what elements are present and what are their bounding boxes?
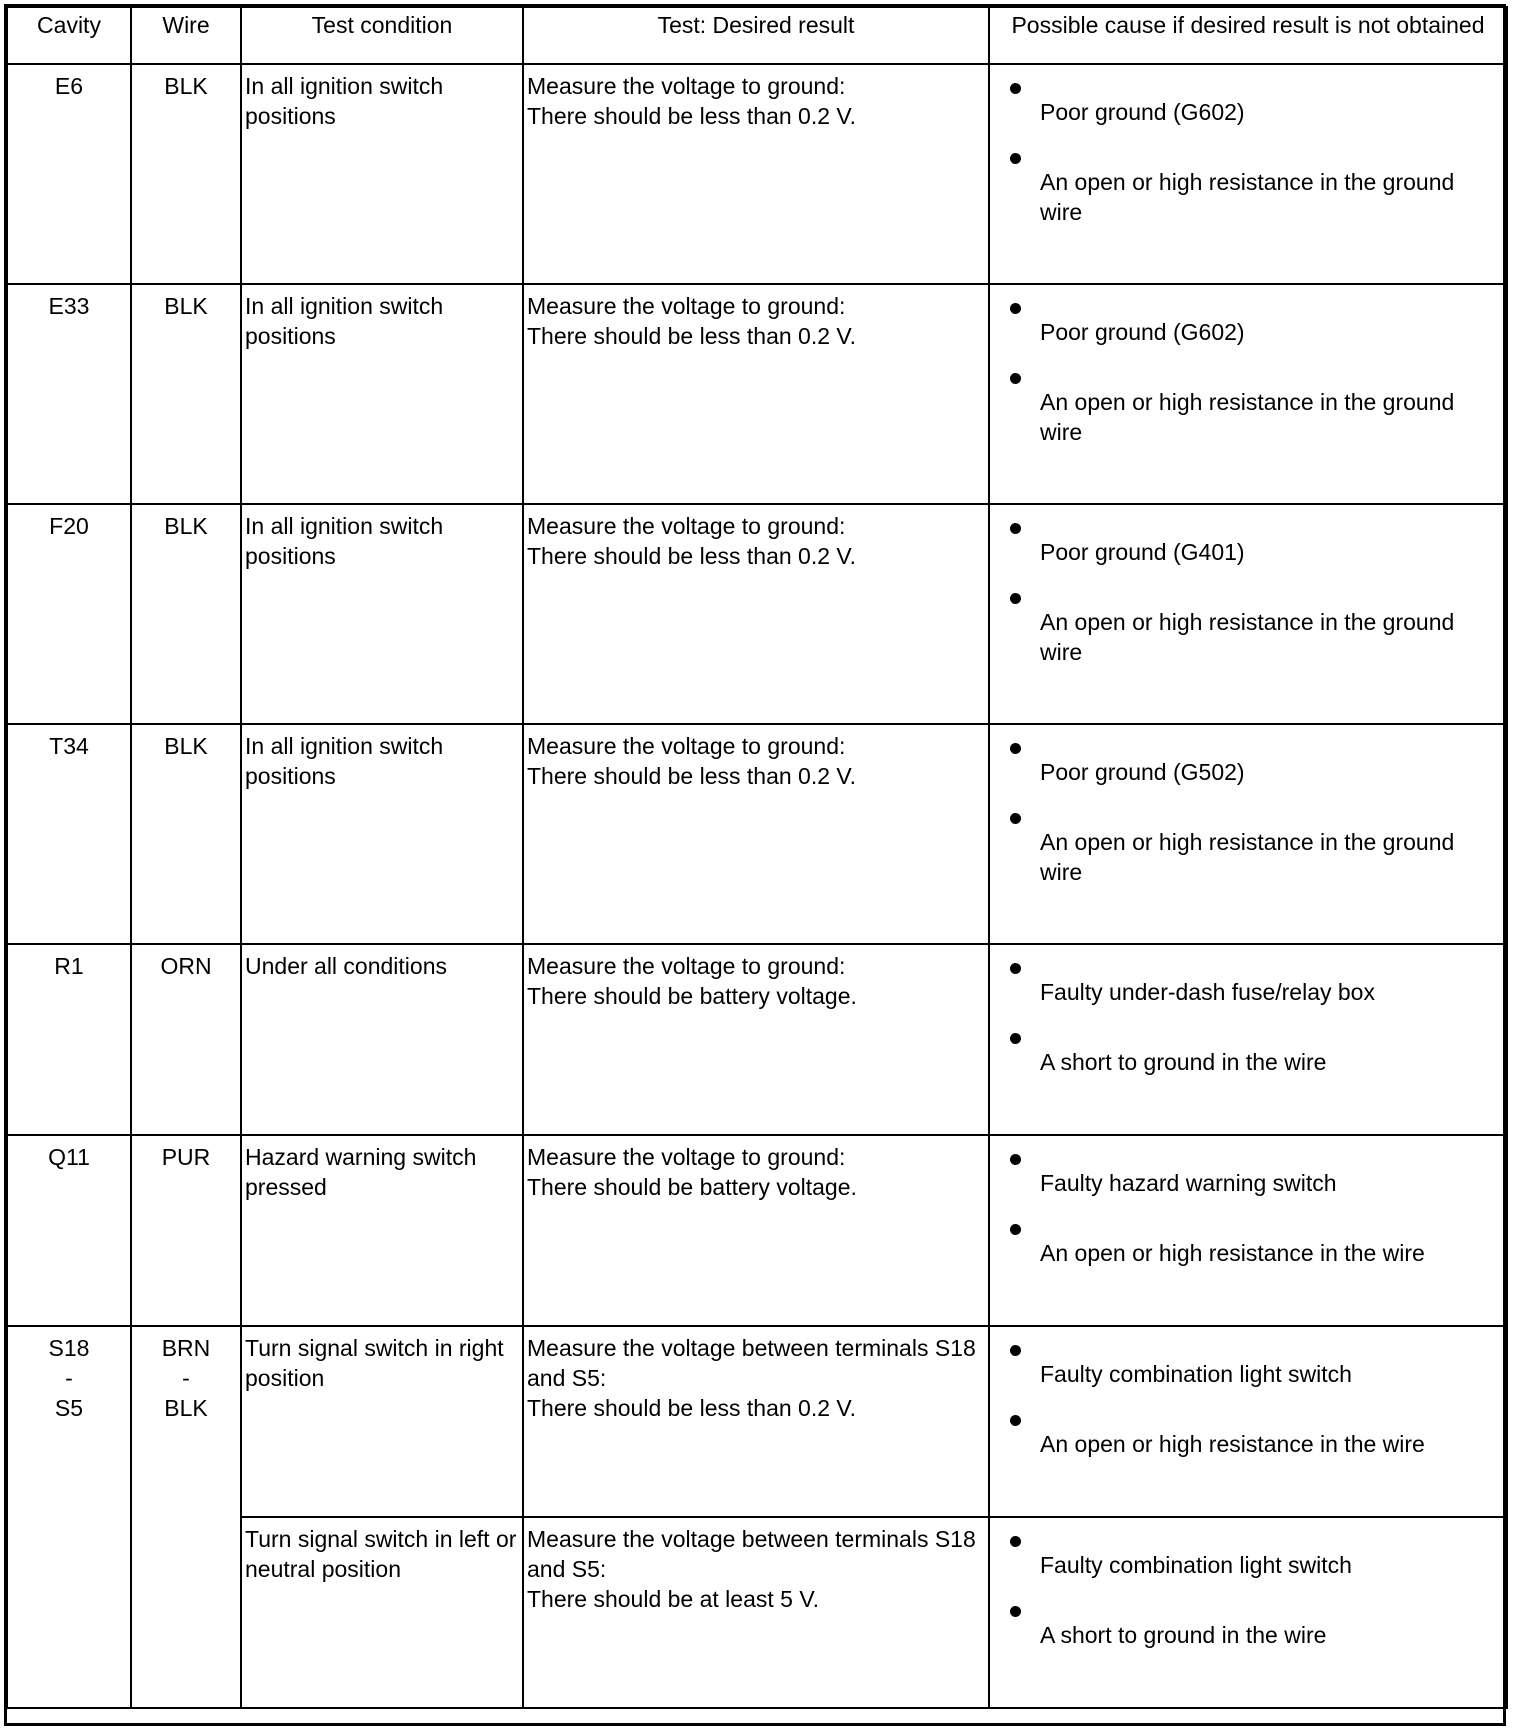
cause-item: Faulty combination light switch <box>1040 1361 1352 1387</box>
header-possible-cause: Possible cause if desired result is not obtained <box>989 7 1507 64</box>
header-cavity: Cavity <box>7 7 131 64</box>
condition-cell: In all ignition switch positions <box>241 504 523 724</box>
cavity-cell: Q11 <box>7 1135 131 1326</box>
table-row <box>7 1326 1507 1517</box>
condition-cell: In all ignition switch positions <box>241 284 523 504</box>
result-cell: Measure the voltage between terminals S18 and S5: There should be less than 0.2 V. <box>523 1326 989 1517</box>
cause-cell <box>989 64 1507 284</box>
bullet-icon <box>1010 83 1021 94</box>
cavity-cell: R1 <box>7 944 131 1135</box>
bullet-icon <box>1010 1224 1021 1235</box>
table-row <box>7 64 1507 284</box>
condition-cell: Turn signal switch in right position <box>241 1326 523 1517</box>
cause-item: Faulty under-dash fuse/relay box <box>1040 979 1375 1005</box>
wire-cell: BRN - BLK <box>131 1326 241 1708</box>
cause-item: An open or high resistance in the ground wire <box>1040 829 1455 885</box>
cavity-cell: E6 <box>7 64 131 284</box>
bullet-icon <box>1010 303 1021 314</box>
condition-cell: In all ignition switch positions <box>241 724 523 944</box>
cause-item: Poor ground (G602) <box>1040 319 1245 345</box>
table-row <box>7 284 1507 504</box>
cause-item: An open or high resistance in the ground wire <box>1040 389 1455 445</box>
cavity-cell: T34 <box>7 724 131 944</box>
header-desired-result: Test: Desired result <box>523 7 989 64</box>
bullet-icon <box>1010 1536 1021 1547</box>
result-cell: Measure the voltage to ground: There should be battery voltage. <box>523 944 989 1135</box>
table-row <box>7 504 1507 724</box>
cause-item: Poor ground (G502) <box>1040 759 1245 785</box>
bullet-icon <box>1010 1154 1021 1165</box>
bullet-icon <box>1010 963 1021 974</box>
wire-cell: ORN <box>131 944 241 1135</box>
bullet-icon <box>1010 1415 1021 1426</box>
diagnostic-table <box>6 6 1508 1709</box>
wire-cell: PUR <box>131 1135 241 1326</box>
cause-item: A short to ground in the wire <box>1040 1622 1327 1648</box>
header-row <box>7 7 1507 64</box>
bullet-icon <box>1010 1606 1021 1617</box>
cause-cell <box>989 724 1507 944</box>
cause-item: Faulty combination light switch <box>1040 1552 1352 1578</box>
result-cell: Measure the voltage to ground: There should be less than 0.2 V. <box>523 284 989 504</box>
bullet-icon <box>1010 1033 1021 1044</box>
bullet-icon <box>1010 1345 1021 1356</box>
bullet-icon <box>1010 523 1021 534</box>
condition-cell: Under all conditions <box>241 944 523 1135</box>
cavity-cell: E33 <box>7 284 131 504</box>
result-cell: Measure the voltage to ground: There should be less than 0.2 V. <box>523 724 989 944</box>
wire-cell: BLK <box>131 724 241 944</box>
table-row <box>7 1135 1507 1326</box>
cause-cell <box>989 284 1507 504</box>
condition-cell: Hazard warning switch pressed <box>241 1135 523 1326</box>
cause-item: A short to ground in the wire <box>1040 1049 1327 1075</box>
cause-cell <box>989 1517 1507 1708</box>
result-cell: Measure the voltage to ground: There should be battery voltage. <box>523 1135 989 1326</box>
cavity-cell: S18 - S5 <box>7 1326 131 1708</box>
table-row <box>7 724 1507 944</box>
header-wire: Wire <box>131 7 241 64</box>
result-cell: Measure the voltage to ground: There should be less than 0.2 V. <box>523 504 989 724</box>
cause-item: Poor ground (G401) <box>1040 539 1245 565</box>
bullet-icon <box>1010 153 1021 164</box>
table-row <box>7 944 1507 1135</box>
wire-cell: BLK <box>131 64 241 284</box>
cause-item: An open or high resistance in the ground wire <box>1040 609 1455 665</box>
cause-item: An open or high resistance in the ground wire <box>1040 169 1455 225</box>
condition-cell: In all ignition switch positions <box>241 64 523 284</box>
condition-cell: Turn signal switch in left or neutral position <box>241 1517 523 1708</box>
result-cell: Measure the voltage to ground: There should be less than 0.2 V. <box>523 64 989 284</box>
header-test-condition: Test condition <box>241 7 523 64</box>
cavity-cell: F20 <box>7 504 131 724</box>
cause-cell <box>989 944 1507 1135</box>
cause-item: An open or high resistance in the wire <box>1040 1431 1425 1457</box>
bullet-icon <box>1010 813 1021 824</box>
cause-item: An open or high resistance in the wire <box>1040 1240 1425 1266</box>
bullet-icon <box>1010 373 1021 384</box>
cause-item: Faulty hazard warning switch <box>1040 1170 1337 1196</box>
cause-cell <box>989 1326 1507 1517</box>
cause-cell <box>989 1135 1507 1326</box>
wire-cell: BLK <box>131 504 241 724</box>
wire-cell: BLK <box>131 284 241 504</box>
cause-item: Poor ground (G602) <box>1040 99 1245 125</box>
bullet-icon <box>1010 593 1021 604</box>
result-cell: Measure the voltage between terminals S18 and S5: There should be at least 5 V. <box>523 1517 989 1708</box>
cause-cell <box>989 504 1507 724</box>
bullet-icon <box>1010 743 1021 754</box>
